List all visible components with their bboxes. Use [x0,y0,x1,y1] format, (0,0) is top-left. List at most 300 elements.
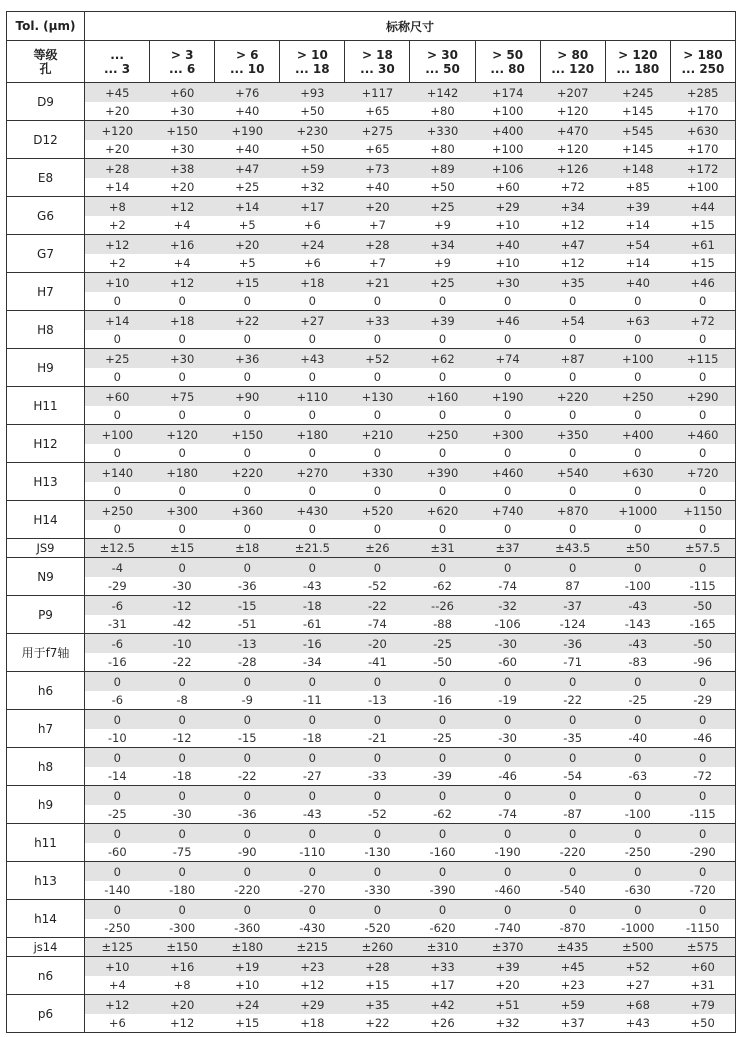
upper-deviation: 0 [670,710,735,730]
table-row-lower [7,767,736,786]
lower-deviation: 0 [345,444,410,463]
lower-deviation: -165 [670,615,735,634]
range-from: > 6 [235,47,259,62]
lower-deviation: +14 [605,254,670,273]
upper-deviation: 0 [670,672,735,692]
upper-deviation: -6 [85,634,150,654]
lower-deviation: -290 [670,843,735,862]
lower-deviation: -460 [475,881,540,900]
grade-label: p6 [7,995,85,1033]
grade-label: D12 [7,121,85,159]
lower-deviation: -19 [475,691,540,710]
lower-deviation: 0 [150,330,215,349]
upper-deviation: 0 [215,558,280,578]
tolerance-table-body [7,83,736,1033]
table-row-lower [7,653,736,672]
upper-deviation: 0 [410,786,475,806]
upper-deviation: +42 [410,995,475,1015]
upper-deviation: 0 [670,786,735,806]
lower-deviation: +20 [85,140,150,159]
lower-deviation: -9 [215,691,280,710]
upper-deviation: +47 [215,159,280,179]
upper-deviation: +720 [670,463,735,483]
lower-deviation: -71 [540,653,605,672]
upper-deviation: 0 [605,672,670,692]
table-row-upper [7,634,736,654]
lower-deviation: 0 [410,444,475,463]
lower-deviation: -52 [345,577,410,596]
lower-deviation: 0 [345,482,410,501]
upper-deviation: +43 [280,349,345,369]
upper-deviation: +160 [410,387,475,407]
lower-deviation: 0 [85,330,150,349]
lower-deviation: -220 [215,881,280,900]
lower-deviation: -52 [345,805,410,824]
lower-deviation: 0 [670,292,735,311]
lower-deviation: -430 [280,919,345,938]
grade-label: n6 [7,957,85,995]
upper-deviation: 0 [150,900,215,920]
lower-deviation: 0 [410,368,475,387]
table-row-lower [7,1014,736,1033]
upper-deviation: +60 [150,83,215,103]
grade-header [7,41,85,83]
range-to: ... 250 [681,61,725,76]
upper-deviation: +285 [670,83,735,103]
upper-deviation: +93 [280,83,345,103]
lower-deviation: +31 [670,976,735,995]
lower-deviation: 0 [280,482,345,501]
lower-deviation: -42 [150,615,215,634]
lower-deviation: -13 [345,691,410,710]
lower-deviation: 0 [345,292,410,311]
lower-deviation: -160 [410,843,475,862]
lower-deviation: -22 [540,691,605,710]
lower-deviation: -90 [215,843,280,862]
upper-deviation: +150 [150,121,215,141]
upper-deviation: 0 [85,824,150,844]
lower-deviation: +100 [670,178,735,197]
upper-deviation: +540 [540,463,605,483]
upper-deviation: +430 [280,501,345,521]
lower-deviation: -61 [280,615,345,634]
lower-deviation: -30 [150,805,215,824]
lower-deviation: +40 [215,102,280,121]
lower-deviation: 0 [85,520,150,539]
upper-deviation: +172 [670,159,735,179]
lower-deviation: +43 [605,1014,670,1033]
upper-deviation: 0 [150,748,215,768]
upper-deviation: +18 [150,311,215,331]
lower-deviation: -30 [475,729,540,748]
table-row-lower [7,406,736,425]
lower-deviation: +17 [410,976,475,995]
upper-deviation: +35 [540,273,605,293]
lower-deviation: +10 [475,216,540,235]
range-to: ... 50 [425,61,460,76]
lower-deviation: +170 [670,102,735,121]
upper-deviation: +10 [85,957,150,977]
lower-deviation: 0 [670,330,735,349]
lower-deviation: 0 [540,520,605,539]
upper-deviation: 0 [670,824,735,844]
lower-deviation: 0 [215,368,280,387]
table-row-lower [7,843,736,862]
grade-label: H9 [7,349,85,387]
upper-deviation: +24 [215,995,280,1015]
table-row-upper [7,83,736,103]
upper-deviation: -36 [540,634,605,654]
upper-deviation: +36 [215,349,280,369]
lower-deviation: +8 [150,976,215,995]
upper-deviation: +23 [280,957,345,977]
lower-deviation: +32 [280,178,345,197]
upper-deviation: +14 [85,311,150,331]
upper-deviation: +142 [410,83,475,103]
upper-deviation: +28 [345,957,410,977]
lower-deviation: -1150 [670,919,735,938]
upper-deviation: +47 [540,235,605,255]
table-row-lower [7,368,736,387]
upper-deviation: +220 [215,463,280,483]
lower-deviation: 0 [670,406,735,425]
upper-deviation: +360 [215,501,280,521]
table-row-upper [7,349,736,369]
lower-deviation: +170 [670,140,735,159]
lower-deviation: -28 [215,653,280,672]
upper-deviation: +250 [85,501,150,521]
lower-deviation: +26 [410,1014,475,1033]
lower-deviation: -87 [540,805,605,824]
upper-deviation: +40 [475,235,540,255]
size-range-header [605,41,670,83]
tolerance-value: ±18 [215,539,280,558]
lower-deviation: +15 [670,216,735,235]
lower-deviation: -72 [670,767,735,786]
tolerance-value: ±435 [540,938,605,957]
lower-deviation: 0 [475,520,540,539]
grade-label: H12 [7,425,85,463]
upper-deviation: -37 [540,596,605,616]
upper-deviation: +63 [605,311,670,331]
lower-deviation: 0 [605,292,670,311]
upper-deviation: +59 [540,995,605,1015]
range-to: ... 80 [490,61,525,76]
upper-deviation: 0 [540,786,605,806]
lower-deviation: -330 [345,881,410,900]
lower-deviation: +85 [605,178,670,197]
lower-deviation: -54 [540,767,605,786]
upper-deviation: +630 [605,463,670,483]
table-row-upper [7,387,736,407]
lower-deviation: -180 [150,881,215,900]
lower-deviation: -50 [410,653,475,672]
upper-deviation: -10 [150,634,215,654]
lower-deviation: +14 [605,216,670,235]
lower-deviation: -1000 [605,919,670,938]
nominal-size-header: 标称尺寸 [85,12,736,41]
lower-deviation: -190 [475,843,540,862]
upper-deviation: +12 [85,995,150,1015]
lower-deviation: +65 [345,102,410,121]
grade-label: h8 [7,748,85,786]
upper-deviation: 0 [605,710,670,730]
upper-deviation: +100 [605,349,670,369]
upper-deviation: +72 [670,311,735,331]
upper-deviation: 0 [410,748,475,768]
size-range-header [410,41,475,83]
lower-deviation: +40 [215,140,280,159]
upper-deviation: 0 [280,786,345,806]
upper-deviation: +520 [345,501,410,521]
table-row-upper [7,558,736,578]
lower-deviation: -25 [605,691,670,710]
lower-deviation: 0 [150,368,215,387]
lower-deviation: +100 [475,102,540,121]
lower-deviation: +30 [150,102,215,121]
lower-deviation: -16 [410,691,475,710]
lower-deviation: +37 [540,1014,605,1033]
table-row-lower [7,330,736,349]
lower-deviation: 0 [85,292,150,311]
upper-deviation: +117 [345,83,410,103]
lower-deviation: -60 [475,653,540,672]
upper-deviation: +115 [670,349,735,369]
upper-deviation: +1150 [670,501,735,521]
table-row-upper [7,957,736,977]
grade-label: h9 [7,786,85,824]
upper-deviation: 0 [410,824,475,844]
upper-deviation: +15 [215,273,280,293]
upper-deviation: +38 [150,159,215,179]
tolerance-value: ±370 [475,938,540,957]
upper-deviation: -15 [215,596,280,616]
upper-deviation: +75 [150,387,215,407]
range-from: > 50 [492,47,524,62]
tolerance-value: ±125 [85,938,150,957]
tolerance-value: ±150 [150,938,215,957]
upper-deviation: 0 [475,862,540,882]
table-row-upper [7,159,736,179]
lower-deviation: -83 [605,653,670,672]
lower-deviation: -14 [85,767,150,786]
lower-deviation: -33 [345,767,410,786]
upper-deviation: +400 [605,425,670,445]
lower-deviation: +50 [670,1014,735,1033]
range-to: ... 3 [103,61,131,76]
tolerance-value: ±15 [150,539,215,558]
lower-deviation: -31 [85,615,150,634]
upper-deviation: -13 [215,634,280,654]
upper-deviation: +10 [85,273,150,293]
upper-deviation: +25 [85,349,150,369]
table-row-lower [7,615,736,634]
lower-deviation: 0 [85,368,150,387]
lower-deviation: +80 [410,102,475,121]
lower-deviation: -16 [85,653,150,672]
table-row-lower [7,577,736,596]
table-row-upper [7,273,736,293]
upper-deviation: 0 [150,710,215,730]
upper-deviation: +630 [670,121,735,141]
lower-deviation: -390 [410,881,475,900]
upper-deviation: +39 [410,311,475,331]
table-row-upper [7,197,736,217]
lower-deviation: -720 [670,881,735,900]
upper-deviation: 0 [605,748,670,768]
upper-deviation: +14 [215,197,280,217]
lower-deviation: -520 [345,919,410,938]
lower-deviation: 0 [345,520,410,539]
lower-deviation: -110 [280,843,345,862]
lower-deviation: -21 [345,729,410,748]
lower-deviation: +2 [85,254,150,273]
upper-deviation: +1000 [605,501,670,521]
upper-deviation: 0 [150,672,215,692]
tolerance-value: ±57.5 [670,539,735,558]
upper-deviation: +74 [475,349,540,369]
upper-deviation: 0 [670,862,735,882]
lower-deviation: +40 [345,178,410,197]
table-row-lower [7,520,736,539]
table-row-lower [7,805,736,824]
range-from: > 18 [361,47,393,62]
upper-deviation: +16 [150,957,215,977]
table-row-lower [7,482,736,501]
table-row-lower [7,881,736,900]
upper-deviation: 0 [410,710,475,730]
upper-deviation: 0 [605,786,670,806]
table-row-lower [7,140,736,159]
grade-label: N9 [7,558,85,596]
upper-deviation: +21 [345,273,410,293]
table-row-upper [7,748,736,768]
upper-deviation: +22 [215,311,280,331]
lower-deviation: -22 [215,767,280,786]
upper-deviation: +29 [475,197,540,217]
lower-deviation: +25 [215,178,280,197]
tol-unit-header: Tol. (µm) [7,12,85,41]
upper-deviation: +28 [345,235,410,255]
range-to: ... 120 [551,61,595,76]
upper-deviation: 0 [280,672,345,692]
upper-deviation: 0 [345,786,410,806]
lower-deviation: -29 [670,691,735,710]
upper-deviation: +275 [345,121,410,141]
lower-deviation: +145 [605,102,670,121]
upper-deviation: 0 [85,900,150,920]
table-row-lower [7,444,736,463]
lower-deviation: 0 [605,368,670,387]
upper-deviation: +45 [540,957,605,977]
upper-deviation: +545 [605,121,670,141]
upper-deviation: +35 [345,995,410,1015]
range-from: > 3 [170,47,194,62]
tolerance-value: ±310 [410,938,475,957]
table-row-lower [7,178,736,197]
upper-deviation: 0 [345,862,410,882]
upper-deviation: +60 [670,957,735,977]
upper-deviation: +400 [475,121,540,141]
tolerance-value: ±50 [605,539,670,558]
upper-deviation: +52 [605,957,670,977]
lower-deviation: +20 [85,102,150,121]
upper-deviation: 0 [150,558,215,578]
size-range-header [280,41,345,83]
tolerance-value: ±215 [280,938,345,957]
lower-deviation: -140 [85,881,150,900]
grade-label: P9 [7,596,85,634]
lower-deviation: -74 [475,577,540,596]
lower-deviation: +5 [215,254,280,273]
upper-deviation: +89 [410,159,475,179]
lower-deviation: 0 [540,444,605,463]
upper-deviation: +68 [605,995,670,1015]
table-row-upper [7,995,736,1015]
lower-deviation: +30 [150,140,215,159]
lower-deviation: -88 [410,615,475,634]
lower-deviation: +50 [410,178,475,197]
lower-deviation: -540 [540,881,605,900]
lower-deviation: +15 [345,976,410,995]
table-row-lower [7,254,736,273]
upper-deviation: +245 [605,83,670,103]
lower-deviation: +4 [150,254,215,273]
size-range-header [215,41,280,83]
upper-deviation: 0 [670,748,735,768]
grade-label: H11 [7,387,85,425]
table-row-upper [7,862,736,882]
upper-deviation: 0 [215,824,280,844]
upper-deviation: +44 [670,197,735,217]
upper-deviation: +210 [345,425,410,445]
lower-deviation: +7 [345,254,410,273]
upper-deviation: 0 [540,748,605,768]
lower-deviation: -250 [85,919,150,938]
upper-deviation: +8 [85,197,150,217]
upper-deviation: +90 [215,387,280,407]
table-row-upper [7,672,736,692]
lower-deviation: 87 [540,577,605,596]
lower-deviation: -115 [670,577,735,596]
lower-deviation: +12 [540,254,605,273]
upper-deviation: +140 [85,463,150,483]
upper-deviation: 0 [605,824,670,844]
upper-deviation: +390 [410,463,475,483]
lower-deviation: -62 [410,805,475,824]
upper-deviation: +40 [605,273,670,293]
lower-deviation: 0 [540,482,605,501]
lower-deviation: +20 [150,178,215,197]
upper-deviation: 0 [280,824,345,844]
lower-deviation: 0 [410,482,475,501]
upper-deviation: +120 [150,425,215,445]
lower-deviation: -740 [475,919,540,938]
grade-label: D9 [7,83,85,121]
lower-deviation: +12 [150,1014,215,1033]
upper-deviation: +25 [410,197,475,217]
upper-deviation: --26 [410,596,475,616]
upper-deviation: 0 [85,672,150,692]
lower-deviation: -35 [540,729,605,748]
size-range-header [150,41,215,83]
lower-deviation: -74 [345,615,410,634]
table-row-lower [7,691,736,710]
upper-deviation: +180 [150,463,215,483]
lower-deviation: -8 [150,691,215,710]
upper-deviation: +46 [475,311,540,331]
lower-deviation: 0 [670,444,735,463]
